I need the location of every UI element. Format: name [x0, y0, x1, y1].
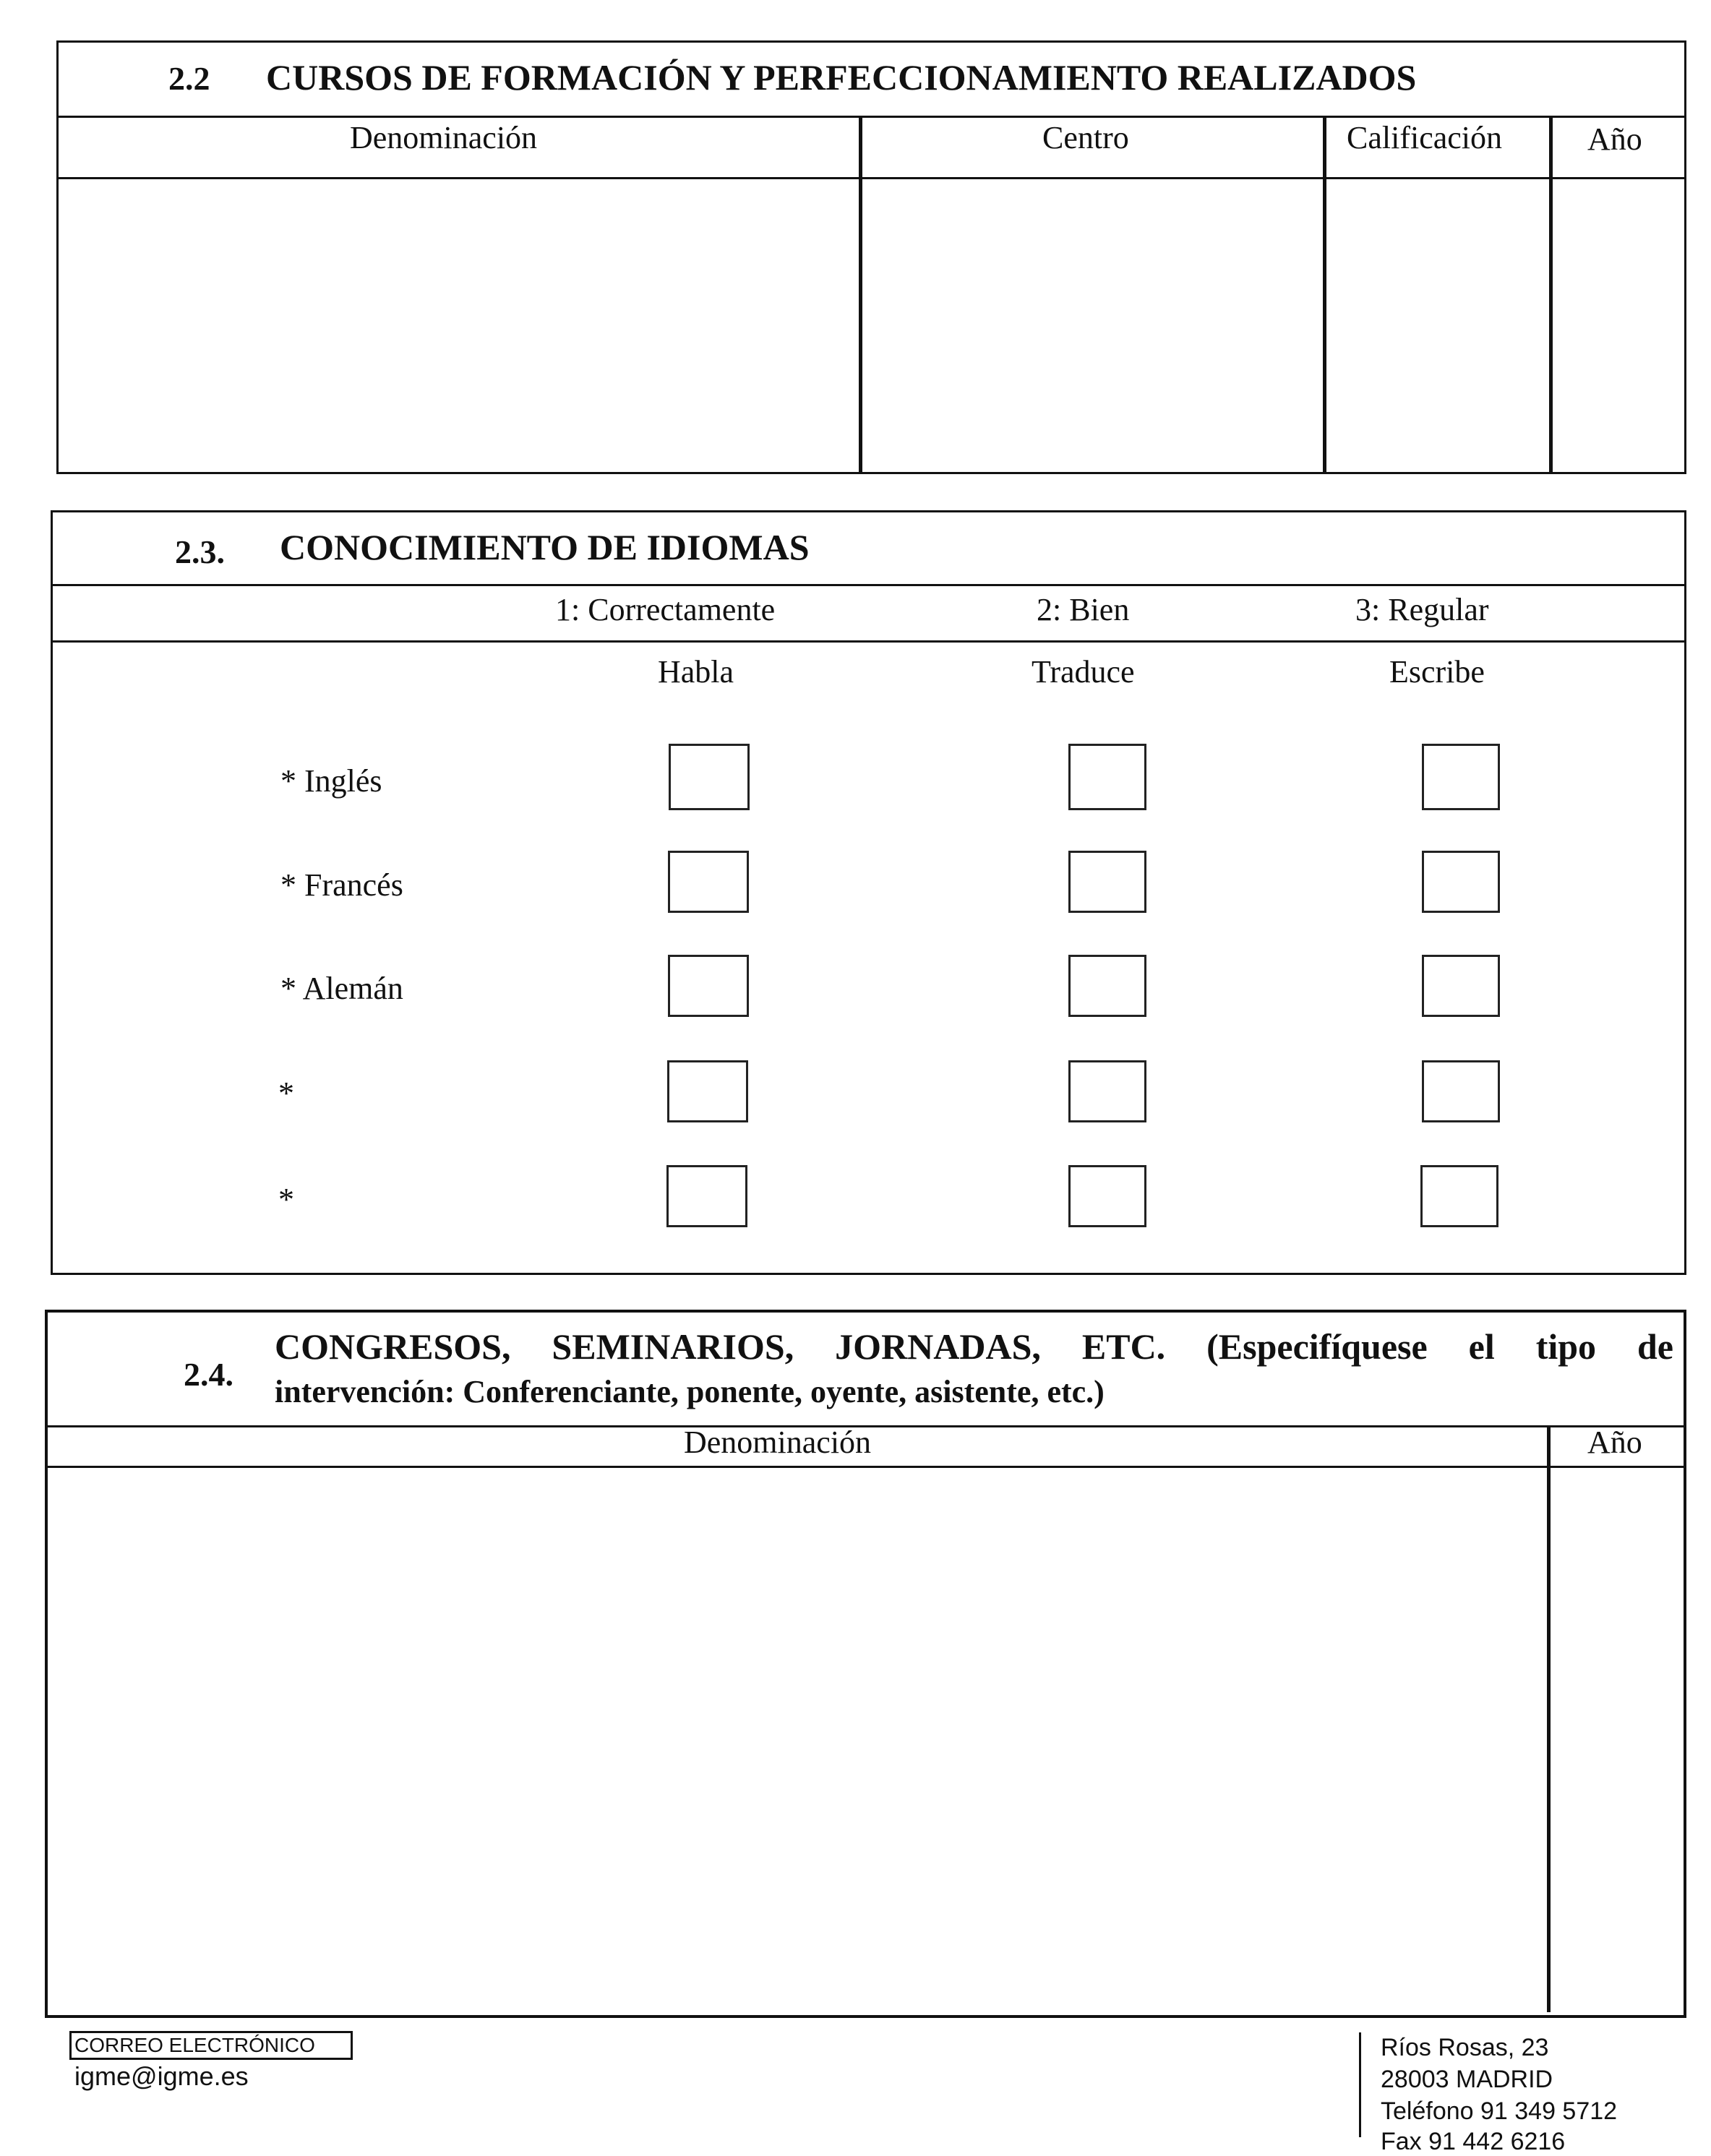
checkbox-ingles-habla[interactable] [669, 744, 750, 810]
checkbox-aleman-habla[interactable] [668, 955, 749, 1017]
checkbox-other2-habla[interactable] [666, 1165, 747, 1227]
checkbox-aleman-traduce[interactable] [1068, 955, 1146, 1017]
lang-label-other-1: * [278, 1075, 294, 1111]
courses-section-title: CURSOS DE FORMACIÓN Y PERFECCIONAMIENTO REALIZADOS [266, 57, 1417, 98]
congresses-section-number: 2.4. [184, 1356, 233, 1393]
scale-bien: 2: Bien [1037, 592, 1130, 627]
courses-header-calificacion: Calificación [1347, 120, 1503, 155]
checkbox-ingles-escribe[interactable] [1422, 744, 1500, 810]
courses-entry-area[interactable] [61, 182, 1680, 470]
checkbox-other1-traduce[interactable] [1068, 1060, 1146, 1122]
congresses-title-word: CONGRESOS, [275, 1326, 511, 1367]
email-label: CORREO ELECTRÓNICO [74, 2034, 315, 2056]
congresses-title-word: JORNADAS, [835, 1326, 1041, 1367]
col-traduce: Traduce [1032, 654, 1135, 690]
congresses-title-word: el [1468, 1326, 1495, 1367]
lang-label-frances: * Francés [280, 867, 403, 903]
congresses-header-ano: Año [1587, 1425, 1642, 1460]
languages-scale-divider [51, 640, 1686, 643]
checkbox-frances-habla[interactable] [668, 851, 749, 913]
congresses-title-word: de [1637, 1326, 1673, 1367]
lang-label-aleman: * Alemán [280, 971, 403, 1006]
checkbox-other2-traduce[interactable] [1068, 1165, 1146, 1227]
address-phone: Teléfono 91 349 5712 [1381, 2097, 1618, 2125]
checkbox-frances-traduce[interactable] [1068, 851, 1146, 913]
checkbox-other1-habla[interactable] [667, 1060, 748, 1122]
courses-header-ano: Año [1587, 121, 1642, 157]
congresses-title-word: ETC. [1081, 1326, 1166, 1367]
checkbox-other2-escribe[interactable] [1420, 1165, 1498, 1227]
congresses-entry-area[interactable] [49, 1470, 1679, 2014]
courses-header-denominacion: Denominación [350, 120, 538, 155]
congresses-header-divider [45, 1466, 1686, 1468]
checkbox-ingles-traduce[interactable] [1068, 744, 1146, 810]
congresses-title-word: tipo [1535, 1326, 1597, 1367]
address-divider [1359, 2032, 1361, 2137]
checkbox-aleman-escribe[interactable] [1422, 955, 1500, 1017]
address-fax: Fax 91 442 6216 [1381, 2128, 1566, 2155]
courses-title-divider [56, 116, 1686, 118]
scale-regular: 3: Regular [1355, 592, 1489, 627]
lang-label-ingles: * Inglés [280, 763, 382, 799]
scale-correctamente: 1: Correctamente [555, 592, 776, 627]
col-habla: Habla [658, 654, 734, 690]
courses-section-number: 2.2 [168, 60, 210, 97]
languages-section-number: 2.3. [175, 533, 225, 570]
congresses-title-line1 [275, 1326, 1673, 1367]
congresses-title-word: SEMINARIOS, [552, 1326, 794, 1367]
courses-header-centro: Centro [1042, 120, 1129, 155]
address-city: 28003 MADRID [1381, 2066, 1553, 2093]
address-street: Ríos Rosas, 23 [1381, 2034, 1549, 2061]
email-address[interactable]: igme@igme.es [74, 2061, 249, 2091]
col-escribe: Escribe [1389, 654, 1485, 690]
checkbox-frances-escribe[interactable] [1422, 851, 1500, 913]
congresses-title-word: (Especifíquese [1206, 1326, 1428, 1367]
checkbox-other1-escribe[interactable] [1422, 1060, 1500, 1122]
congresses-title-line2: intervención: Conferenciante, ponente, oyente, asistente, etc.) [275, 1374, 1105, 1409]
lang-label-other-2: * [278, 1182, 294, 1217]
languages-section-title: CONOCIMIENTO DE IDIOMAS [280, 527, 810, 567]
courses-header-divider [56, 177, 1686, 179]
congresses-header-denominacion: Denominación [684, 1425, 872, 1460]
languages-title-divider [51, 584, 1686, 586]
